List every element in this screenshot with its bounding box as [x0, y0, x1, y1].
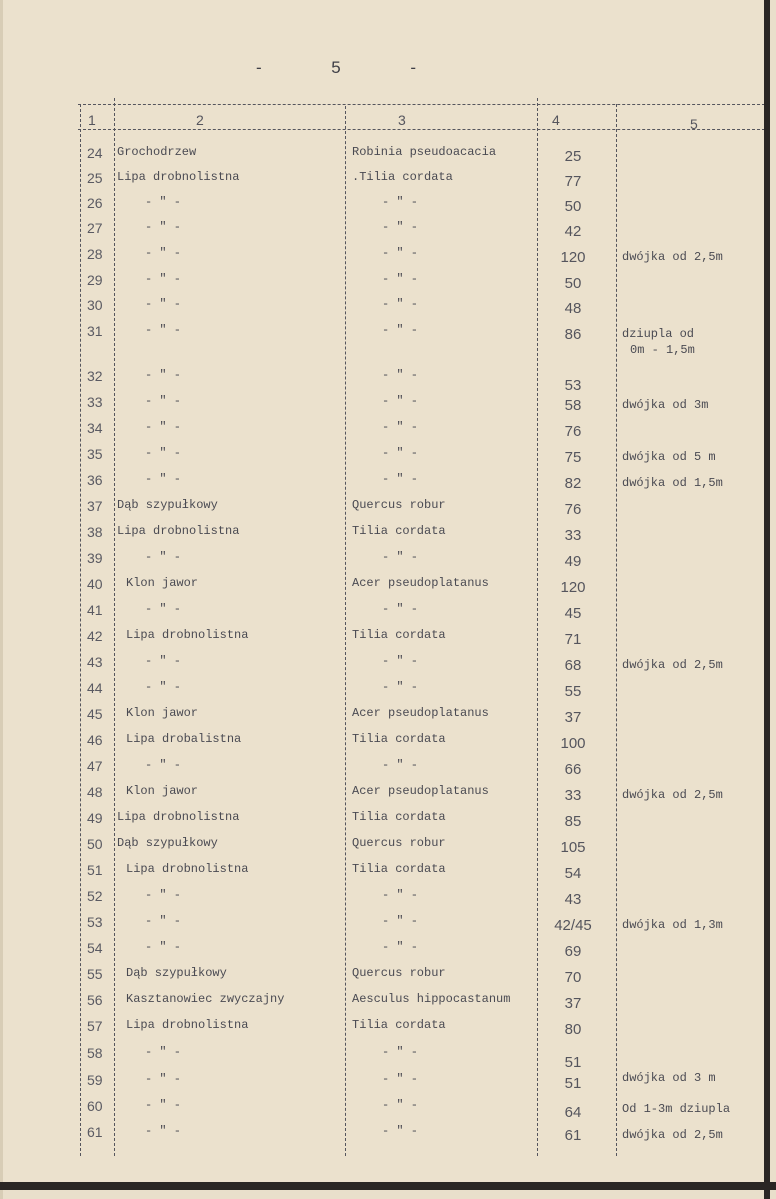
common-name: - " - — [145, 446, 182, 460]
common-name: - " - — [145, 758, 182, 772]
circumference-value: 69 — [564, 943, 582, 960]
row-number: 27 — [87, 220, 103, 236]
table-row — [0, 498, 770, 524]
circumference-value: 75 — [564, 449, 582, 466]
circumference-value: 49 — [564, 553, 582, 570]
latin-name: Tilia cordata — [352, 524, 446, 538]
circumference-value: 58 — [564, 397, 582, 414]
table-row — [0, 420, 770, 446]
common-name: - " - — [145, 272, 182, 286]
latin-name: - " - — [382, 323, 419, 337]
table-row — [0, 1018, 770, 1044]
table-row — [0, 145, 770, 171]
latin-name: Acer pseudoplatanus — [352, 784, 489, 798]
circumference-value: 120 — [560, 579, 586, 596]
row-number: 29 — [87, 272, 103, 288]
common-name: - " - — [145, 1045, 182, 1059]
remarks: dwójka od 1,5m — [622, 476, 723, 490]
row-number: 31 — [87, 323, 103, 339]
common-name: - " - — [145, 654, 182, 668]
common-name: Lipa drobnolistna — [117, 170, 240, 184]
table-row — [0, 246, 770, 272]
latin-name: - " - — [382, 602, 419, 616]
circumference-value: 33 — [564, 527, 582, 544]
row-number: 47 — [87, 758, 103, 774]
table-row — [0, 1124, 770, 1150]
row-number: 30 — [87, 297, 103, 313]
table-row — [0, 784, 770, 810]
table-row — [0, 862, 770, 888]
table-row — [0, 628, 770, 654]
latin-name: - " - — [382, 394, 419, 408]
remarks: dwójka od 1,3m — [622, 918, 723, 932]
circumference-value: 71 — [564, 631, 582, 648]
circumference-value: 64 — [564, 1104, 582, 1121]
remarks: dwójka od 3 m — [622, 1071, 716, 1085]
circumference-value: 100 — [560, 735, 586, 752]
table-row — [0, 323, 770, 357]
latin-name: - " - — [382, 758, 419, 772]
latin-name: Acer pseudoplatanus — [352, 706, 489, 720]
latin-name: - " - — [382, 446, 419, 460]
header-col-1: 1 — [88, 112, 96, 128]
common-name: - " - — [145, 940, 182, 954]
scan-right-edge — [764, 0, 770, 1199]
circumference-value: 50 — [564, 275, 582, 292]
table-row — [0, 368, 770, 394]
row-number: 57 — [87, 1018, 103, 1034]
table-row — [0, 1098, 770, 1124]
row-number: 34 — [87, 420, 103, 436]
circumference-value: 37 — [564, 709, 582, 726]
row-number: 51 — [87, 862, 103, 878]
circumference-value: 66 — [564, 761, 582, 778]
row-number: 28 — [87, 246, 103, 262]
row-number: 43 — [87, 654, 103, 670]
circumference-value: 120 — [560, 249, 586, 266]
row-number: 24 — [87, 145, 103, 161]
circumference-value: 85 — [564, 813, 582, 830]
page-number-value: 5 — [331, 58, 341, 77]
common-name: Grochodrzew — [117, 145, 197, 159]
page-number — [256, 58, 416, 78]
circumference-value: 42/45 — [554, 917, 592, 934]
common-name: Dąb szypułkowy — [117, 498, 218, 512]
common-name: Dąb szypułkowy — [117, 836, 218, 850]
table-top-rule — [78, 104, 770, 105]
circumference-value: 25 — [564, 148, 582, 165]
common-name: Kasztanowiec zwyczajny — [126, 992, 285, 1006]
row-number: 39 — [87, 550, 103, 566]
common-name: Dąb szypułkowy — [126, 966, 227, 980]
latin-name: - " - — [382, 940, 419, 954]
table-row — [0, 195, 770, 221]
latin-name: - " - — [382, 1045, 419, 1059]
common-name: - " - — [145, 323, 182, 337]
page-number-dash-right: - — [410, 58, 416, 77]
row-number: 60 — [87, 1098, 103, 1114]
table-row — [0, 1045, 770, 1071]
common-name: - " - — [145, 472, 182, 486]
remarks: dwójka od 2,5m — [622, 788, 723, 802]
latin-name: - " - — [382, 1098, 419, 1112]
table-row — [0, 680, 770, 706]
table-row — [0, 732, 770, 758]
common-name: - " - — [145, 297, 182, 311]
row-number: 56 — [87, 992, 103, 1008]
row-number: 50 — [87, 836, 103, 852]
row-number: 33 — [87, 394, 103, 410]
circumference-value: 37 — [564, 995, 582, 1012]
common-name: Lipa drobnolistna — [126, 1018, 249, 1032]
circumference-value: 48 — [564, 300, 582, 317]
latin-name: - " - — [382, 1072, 419, 1086]
scan-bottom-edge — [0, 1182, 776, 1190]
common-name: Klon jawor — [126, 576, 199, 590]
common-name: - " - — [145, 420, 182, 434]
remarks-line-2: 0m - 1,5m — [630, 343, 695, 357]
common-name: - " - — [145, 220, 182, 234]
latin-name: - " - — [382, 888, 419, 902]
latin-name: - " - — [382, 550, 419, 564]
latin-name: - " - — [382, 680, 419, 694]
remarks: dwójka od 2,5m — [622, 658, 723, 672]
circumference-value: 105 — [560, 839, 586, 856]
remarks: dziupla od — [622, 327, 695, 341]
common-name: - " - — [145, 914, 182, 928]
latin-name: - " - — [382, 272, 419, 286]
row-number: 25 — [87, 170, 103, 186]
table-row — [0, 1072, 770, 1098]
row-number: 52 — [87, 888, 103, 904]
row-number: 42 — [87, 628, 103, 644]
latin-name: Tilia cordata — [352, 1018, 446, 1032]
latin-name: Acer pseudoplatanus — [352, 576, 489, 590]
common-name: - " - — [145, 680, 182, 694]
row-number: 26 — [87, 195, 103, 211]
table-row — [0, 576, 770, 602]
remarks: dwójka od 5 m — [622, 450, 716, 464]
table-row — [0, 446, 770, 472]
table-row — [0, 297, 770, 323]
common-name: - " - — [145, 246, 182, 260]
header-col-4: 4 — [552, 112, 560, 128]
header-col-2: 2 — [196, 112, 204, 128]
row-number: 55 — [87, 966, 103, 982]
circumference-value: 61 — [564, 1127, 582, 1144]
circumference-value: 33 — [564, 787, 582, 804]
table-row — [0, 394, 770, 420]
latin-name: Tilia cordata — [352, 810, 446, 824]
latin-name: Tilia cordata — [352, 732, 446, 746]
circumference-value: 80 — [564, 1021, 582, 1038]
remarks: dwójka od 2,5m — [622, 250, 723, 264]
circumference-value: 70 — [564, 969, 582, 986]
circumference-value: 42 — [564, 223, 582, 240]
latin-name: .Tilia cordata — [352, 170, 453, 184]
table-row — [0, 836, 770, 862]
latin-name: - " - — [382, 220, 419, 234]
latin-name: - " - — [382, 368, 419, 382]
common-name: - " - — [145, 1098, 182, 1112]
row-number: 48 — [87, 784, 103, 800]
latin-name: Tilia cordata — [352, 628, 446, 642]
table-row — [0, 992, 770, 1018]
circumference-value: 51 — [564, 1075, 582, 1092]
remarks: dwójka od 3m — [622, 398, 709, 412]
table-row — [0, 706, 770, 732]
common-name: - " - — [145, 602, 182, 616]
latin-name: - " - — [382, 246, 419, 260]
latin-name: - " - — [382, 472, 419, 486]
common-name: Lipa drobnolistna — [126, 862, 249, 876]
latin-name: Quercus robur — [352, 836, 446, 850]
common-name: Lipa drobnolistna — [117, 524, 240, 538]
common-name: Klon jawor — [126, 784, 199, 798]
row-number: 45 — [87, 706, 103, 722]
table-row — [0, 758, 770, 784]
table-row — [0, 810, 770, 836]
latin-name: Tilia cordata — [352, 862, 446, 876]
circumference-value: 54 — [564, 865, 582, 882]
row-number: 58 — [87, 1045, 103, 1061]
circumference-value: 68 — [564, 657, 582, 674]
row-number: 46 — [87, 732, 103, 748]
common-name: Klon jawor — [126, 706, 199, 720]
circumference-value: 53 — [564, 377, 582, 394]
table-row — [0, 524, 770, 550]
table-row — [0, 272, 770, 298]
remarks: dwójka od 2,5m — [622, 1128, 723, 1142]
header-col-3: 3 — [398, 112, 406, 128]
row-number: 49 — [87, 810, 103, 826]
latin-name: Robinia pseudoacacia — [352, 145, 497, 159]
common-name: - " - — [145, 195, 182, 209]
common-name: - " - — [145, 888, 182, 902]
row-number: 53 — [87, 914, 103, 930]
table-header-rule — [78, 129, 770, 130]
table-row — [0, 550, 770, 576]
row-number: 41 — [87, 602, 103, 618]
common-name: - " - — [145, 368, 182, 382]
table-row — [0, 940, 770, 966]
row-number: 61 — [87, 1124, 103, 1140]
table-row — [0, 888, 770, 914]
table-row — [0, 914, 770, 940]
table-row — [0, 654, 770, 680]
common-name: Lipa drobalistna — [126, 732, 242, 746]
circumference-value: 82 — [564, 475, 582, 492]
latin-name: - " - — [382, 654, 419, 668]
common-name: - " - — [145, 550, 182, 564]
latin-name: - " - — [382, 297, 419, 311]
circumference-value: 55 — [564, 683, 582, 700]
common-name: Lipa drobnolistna — [126, 628, 249, 642]
circumference-value: 45 — [564, 605, 582, 622]
row-number: 54 — [87, 940, 103, 956]
latin-name: - " - — [382, 1124, 419, 1138]
latin-name: - " - — [382, 195, 419, 209]
header-col-5: 5 — [690, 116, 698, 132]
row-number: 36 — [87, 472, 103, 488]
circumference-value: 76 — [564, 423, 582, 440]
row-number: 40 — [87, 576, 103, 592]
circumference-value: 43 — [564, 891, 582, 908]
table-row — [0, 602, 770, 628]
row-number: 44 — [87, 680, 103, 696]
circumference-value: 77 — [564, 173, 582, 190]
circumference-value: 86 — [564, 326, 582, 343]
common-name: - " - — [145, 1072, 182, 1086]
page-number-dash-left: - — [256, 58, 262, 77]
latin-name: Quercus robur — [352, 966, 446, 980]
row-number: 59 — [87, 1072, 103, 1088]
latin-name: - " - — [382, 914, 419, 928]
row-number: 37 — [87, 498, 103, 514]
circumference-value: 51 — [564, 1054, 582, 1071]
table-row — [0, 220, 770, 246]
row-number: 38 — [87, 524, 103, 540]
table-row — [0, 966, 770, 992]
circumference-value: 76 — [564, 501, 582, 518]
common-name: - " - — [145, 394, 182, 408]
table-row — [0, 472, 770, 498]
table-row — [0, 170, 770, 196]
latin-name: Quercus robur — [352, 498, 446, 512]
latin-name: Aesculus hippocastanum — [352, 992, 511, 1006]
row-number: 35 — [87, 446, 103, 462]
common-name: Lipa drobnolistna — [117, 810, 240, 824]
latin-name: - " - — [382, 420, 419, 434]
row-number: 32 — [87, 368, 103, 384]
common-name: - " - — [145, 1124, 182, 1138]
remarks: Od 1-3m dziupla — [622, 1102, 731, 1116]
circumference-value: 50 — [564, 198, 582, 215]
